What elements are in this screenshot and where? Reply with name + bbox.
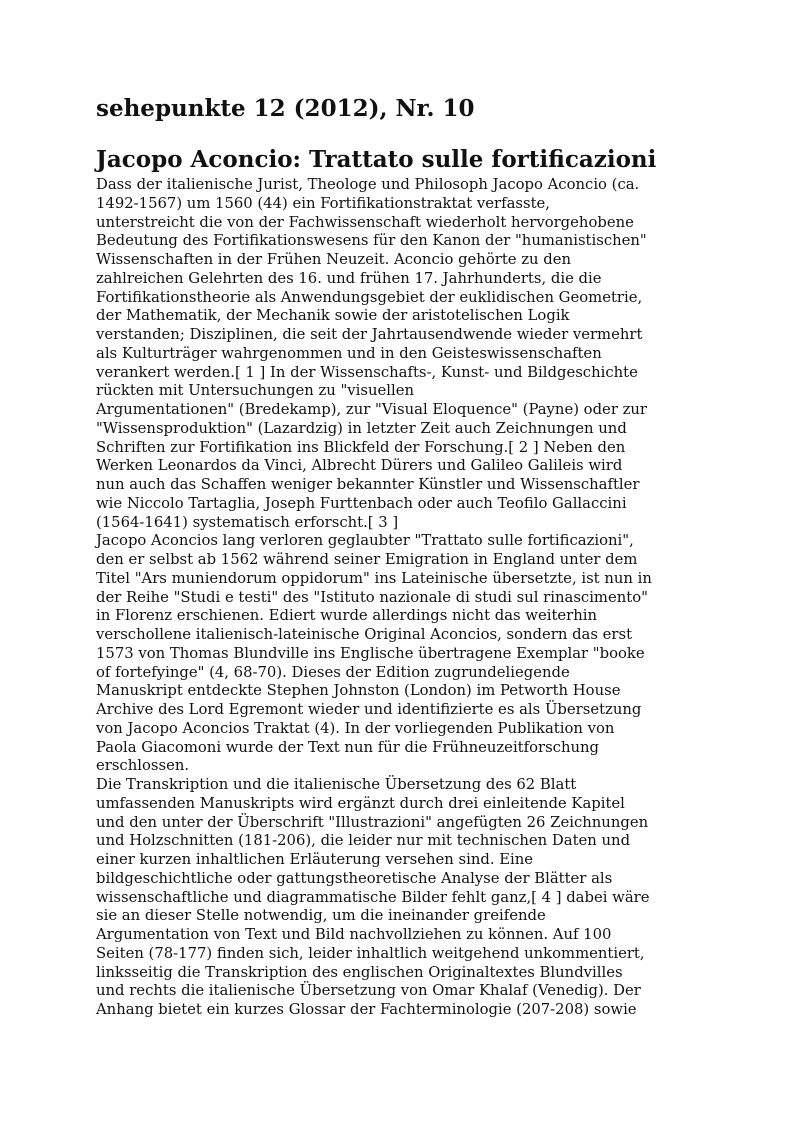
text-line: Fortifikationstheorie als Anwendungsgebiet der euklidischen Geometrie, <box>96 288 643 306</box>
text-line: Werken Leonardos da Vinci, Albrecht Dürers und Galileo Galileis wird <box>96 457 623 475</box>
article-title: Jacopo Aconcio: Trattato sulle fortificazioni <box>96 146 657 173</box>
text-line: nun auch das Schaffen weniger bekannter Künstler und Wissenschaftler <box>96 476 640 493</box>
text-line: erschlossen. <box>96 757 190 775</box>
text-line: Wissenschaften in der Frühen Neuzeit. Aconcio gehörte zu den <box>96 251 572 268</box>
text-line: Paola Giacomoni wurde der Text nun für die Frühneuzeitforschung <box>96 738 600 756</box>
text-line: "Wissensproduktion" (Lazardzig) in letzter Zeit auch Zeichnungen und <box>96 419 627 437</box>
article-body <box>96 176 716 1020</box>
journal-title: sehepunkte 12 (2012), Nr. 10 <box>96 95 475 122</box>
text-line: wissenschaftliche und diagrammatische Bilder fehlt ganz,[ 4 ] dabei wäre <box>96 888 650 906</box>
text-line: Schriften zur Fortifikation ins Blickfeld der Forschung.[ 2 ] Neben den <box>96 438 626 456</box>
text-line: Anhang bietet ein kurzes Glossar der Fachterminologie (207-208) sowie <box>96 1001 637 1018</box>
text-line: verstanden; Disziplinen, die seit der Jahrtausendwende wieder vermehrt <box>96 326 643 343</box>
text-line: umfassenden Manuskripts wird ergänzt durch drei einleitende Kapitel <box>96 794 625 812</box>
text-line: von Jacopo Aconcios Traktat (4). In der vorliegenden Publikation von <box>96 719 615 737</box>
text-line: Argumentationen" (Bredekamp), zur "Visual Eloquence" (Payne) oder zur <box>96 401 647 418</box>
text-line: und Holzschnitten (181-206), die leider nur mit technischen Daten und <box>96 832 631 850</box>
paragraph-3 <box>96 776 716 1020</box>
text-line: Argumentation von Text und Bild nachvollziehen zu können. Auf 100 <box>96 926 612 943</box>
text-line: Archive des Lord Egremont wieder und identifizierte es als Übersetzung <box>96 701 642 718</box>
text-line: und rechts die italienische Übersetzung von Omar Khalaf (Venedig). Der <box>96 982 641 1000</box>
paragraph-2 <box>96 532 716 776</box>
text-line: 1573 von Thomas Blundville ins Englische übertragene Exemplar "booke <box>96 644 645 662</box>
text-line: verankert werden.[ 1 ] In der Wissenschafts-, Kunst- und Bildgeschichte <box>96 363 638 381</box>
text-line: linksseitig die Transkription des englischen Originaltextes Blundvilles <box>96 963 623 981</box>
text-line: der Reihe "Studi e testi" des "Istituto nazionale di studi sul rinascimento" <box>96 588 648 606</box>
text-line: in Florenz erschienen. Ediert wurde allerdings nicht das weiterhin <box>96 607 598 625</box>
text-line: bildgeschichtliche oder gattungstheoretische Analyse der Blätter als <box>96 869 613 887</box>
text-line: einer kurzen inhaltlichen Erläuterung versehen sind. Eine <box>96 851 534 868</box>
text-line: Seiten (78-177) finden sich, leider inhaltlich weitgehend unkommentiert, <box>96 944 645 962</box>
text-line: Jacopo Aconcios lang verloren geglaubter "Trattato sulle fortificazioni", <box>96 532 634 550</box>
text-line: Dass der italienische Jurist, Theologe und Philosoph Jacopo Aconcio (ca. <box>96 176 640 193</box>
text-line: zahlreichen Gelehrten des 16. und frühen 17. Jahrhunderts, die die <box>96 269 602 287</box>
text-line: wie Niccolo Tartaglia, Joseph Furttenbach oder auch Teofilo Gallaccini <box>96 494 627 512</box>
text-line: verschollene italienisch-lateinische Original Aconcios, sondern das erst <box>96 626 633 643</box>
text-line: Manuskript entdeckte Stephen Johnston (London) im Petworth House <box>96 682 621 700</box>
text-line: der Mathematik, der Mechanik sowie der aristotelischen Logik <box>96 307 570 325</box>
text-line: rückten mit Untersuchungen zu "visuellen <box>96 382 415 400</box>
text-line: Bedeutung des Fortifikationswesens für den Kanon der "humanistischen" <box>96 232 647 250</box>
text-line: 1492-1567) um 1560 (44) ein Fortifikationstraktat verfasste, <box>96 194 551 212</box>
document-page <box>96 92 716 1020</box>
text-line: und den unter der Überschrift "Illustrazioni" angefügten 26 Zeichnungen <box>96 813 649 831</box>
text-line: (1564-1641) systematisch erforscht.[ 3 ] <box>96 513 399 531</box>
paragraph-1 <box>96 176 716 532</box>
text-line: unterstreicht die von der Fachwissenschaft wiederholt hervorgehobene <box>96 213 634 231</box>
text-line: sie an dieser Stelle notwendig, um die ineinander greifende <box>96 907 546 925</box>
text-line: Die Transkription und die italienische Übersetzung des 62 Blatt <box>96 776 577 793</box>
text-line: als Kulturträger wahrgenommen und in den Geisteswissenschaften <box>96 344 602 362</box>
text-line: den er selbst ab 1562 während seiner Emigration in England unter dem <box>96 551 638 568</box>
text-line: Titel "Ars muniendorum oppidorum" ins Lateinische übersetzte, ist nun in <box>96 569 652 587</box>
text-line: of fortefyinge" (4, 68-70). Dieses der Edition zugrundeliegende <box>96 663 570 681</box>
